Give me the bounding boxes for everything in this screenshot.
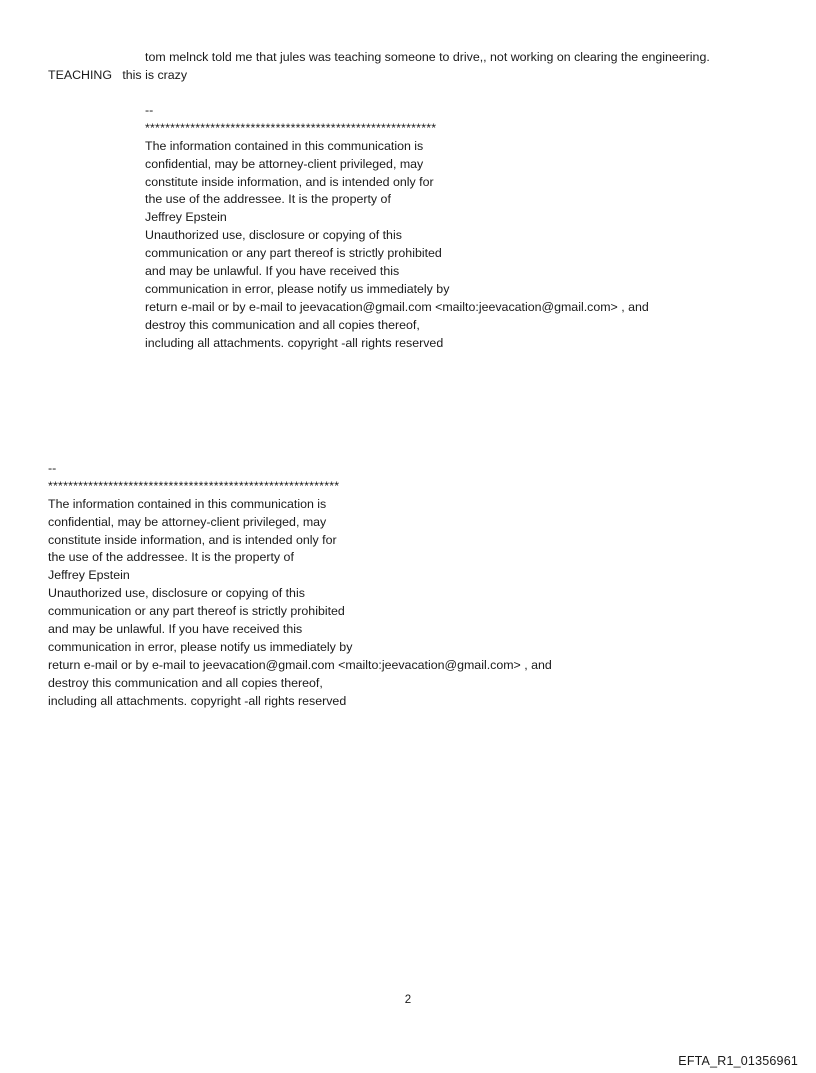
disclaimer-line: Unauthorized use, disclosure or copying of this	[48, 586, 305, 601]
disclaimer-line: return e-mail or by e-mail to jeevacation@gmail.com <mailto:jeevacation@gmail.com> , and	[48, 657, 552, 672]
quoted-disclaimer	[145, 102, 649, 352]
disclaimer-line: confidential, may be attorney-client privileged, may	[48, 514, 327, 529]
disclaimer-line: communication in error, please notify us immediately by	[145, 281, 450, 296]
disclaimer-line: including all attachments. copyright -all rights reserved	[48, 693, 347, 708]
disclaimer-line: The information contained in this communication is	[145, 138, 424, 153]
disclaimer-line: communication or any part thereof is strictly prohibited	[48, 604, 345, 619]
disclaimer-line: Jeffrey Epstein	[145, 210, 227, 225]
disclaimer-line: The information contained in this communication is	[48, 496, 327, 511]
disclaimer-line: destroy this communication and all copies thereof,	[145, 317, 420, 332]
disclaimer-line: including all attachments. copyright -all rights reserved	[145, 335, 444, 350]
disclaimer-line: the use of the addressee. It is the property of	[48, 550, 294, 565]
disclaimer-line: destroy this communication and all copies thereof,	[48, 675, 323, 690]
disclaimer-line: return e-mail or by e-mail to jeevacation@gmail.com <mailto:jeevacation@gmail.com> , and	[145, 299, 649, 314]
main-disclaimer	[48, 460, 552, 710]
disclaimer-line: Unauthorized use, disclosure or copying of this	[145, 228, 402, 243]
disclaimer-line: constitute inside information, and is intended only for	[145, 174, 434, 189]
document-id: EFTA_R1_01356961	[678, 1054, 798, 1068]
disclaimer-line: communication or any part thereof is strictly prohibited	[145, 246, 442, 261]
separator: --	[48, 461, 57, 475]
separator: --	[145, 103, 154, 117]
message-line-1: tom melnck told me that jules was teaching someone to drive,, not working on clearing the engineering.	[145, 50, 710, 64]
disclaimer-line: communication in error, please notify us immediately by	[48, 639, 353, 654]
disclaimer-line: and may be unlawful. If you have received this	[48, 622, 303, 637]
message-line-2: TEACHING this is crazy	[48, 68, 188, 82]
disclaimer-line: Jeffrey Epstein	[48, 568, 130, 583]
disclaimer-line: the use of the addressee. It is the property of	[145, 192, 391, 207]
page-number: 2	[404, 994, 412, 1006]
disclaimer-line: confidential, may be attorney-client privileged, may	[145, 156, 424, 171]
disclaimer-line: and may be unlawful. If you have received this	[145, 264, 400, 279]
disclaimer-line: constitute inside information, and is intended only for	[48, 532, 337, 547]
asterisk-rule: **********************************************************	[48, 478, 340, 493]
asterisk-rule: **********************************************************	[145, 120, 437, 135]
